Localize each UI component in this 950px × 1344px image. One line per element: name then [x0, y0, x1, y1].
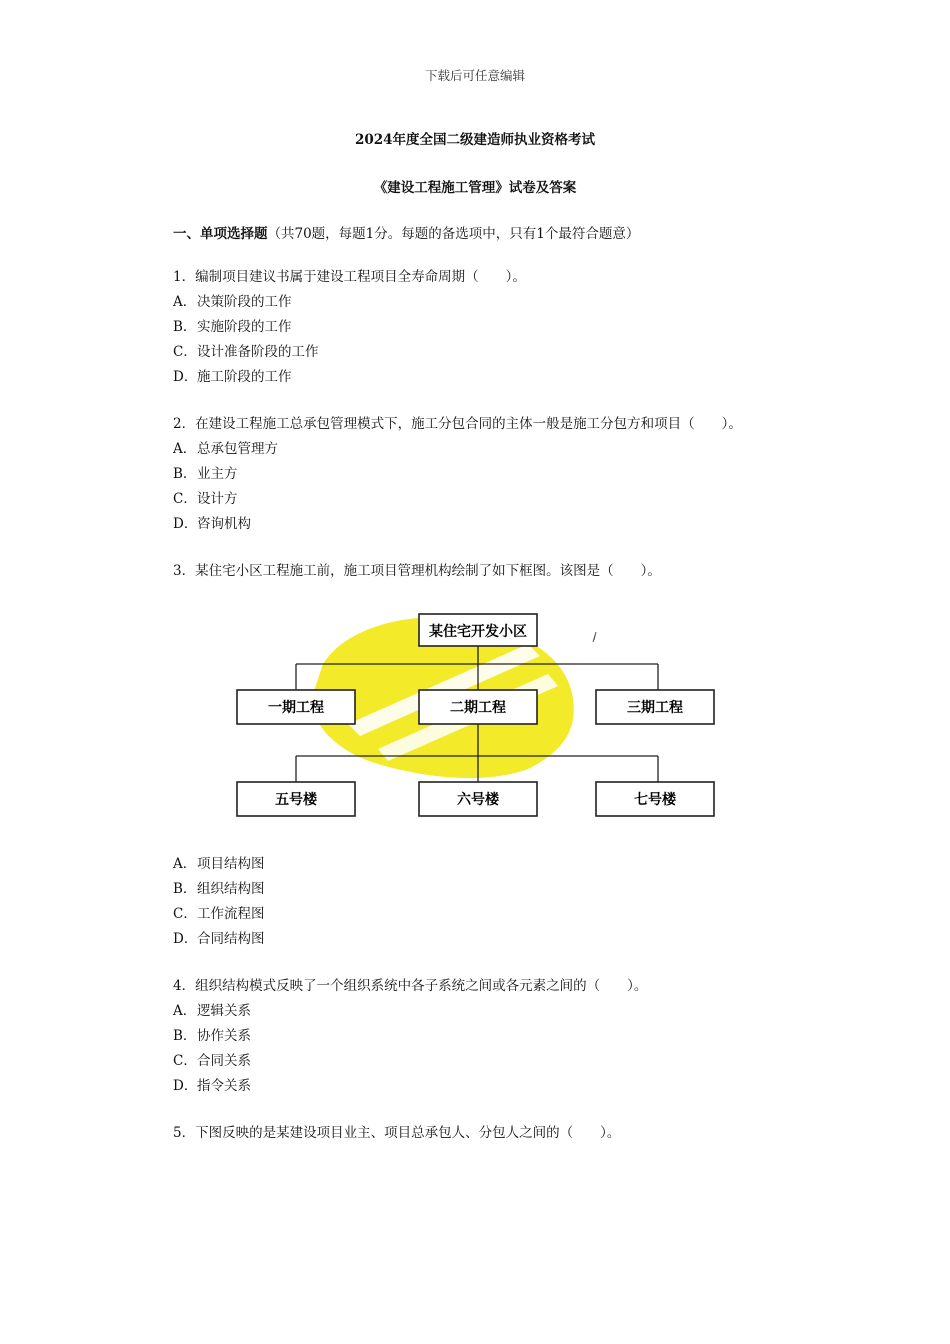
option-c: C．设计方: [173, 491, 238, 507]
node-phase-1: [237, 690, 355, 724]
section-label: 一、单项选择题: [173, 226, 268, 242]
node-building-7: [596, 782, 714, 816]
question-3: [173, 559, 661, 584]
project-structure-diagram: [228, 604, 728, 832]
question-stem: 1．编制项目建议书属于建设工程项目全寿命周期（ ）。: [173, 269, 526, 285]
question-stem: 4．组织结构模式反映了一个组织系统中各子系统之间或各元素之间的（ ）。: [173, 978, 648, 994]
node-building-6-label: 六号楼: [457, 792, 499, 808]
node-building-5: [237, 782, 355, 816]
node-building-6: [419, 782, 537, 816]
option-b: B．业主方: [173, 466, 238, 482]
node-phase-3-label: 三期工程: [627, 700, 683, 716]
paper-title: 《建设工程施工管理》试卷及答案: [373, 180, 577, 196]
option-d: D．指令关系: [173, 1078, 251, 1094]
option-d: D．施工阶段的工作: [173, 369, 292, 385]
node-phase-1-label: 一期工程: [268, 700, 324, 716]
node-phase-2: [419, 690, 537, 724]
option-b: B．实施阶段的工作: [173, 319, 292, 335]
section-heading: [173, 222, 639, 242]
question-1: [173, 265, 526, 390]
option-b: B．组织结构图: [173, 881, 265, 897]
option-b: B．协作关系: [173, 1028, 251, 1044]
question-stem: 5．下图反映的是某建设项目业主、项目总承包人、分包人之间的（ ）。: [173, 1125, 621, 1141]
header-note: 下载后可任意编辑: [424, 68, 525, 83]
question-5: [173, 1121, 620, 1146]
question-4: [173, 974, 647, 1099]
exam-title: 2024年度全国二级建造师执业资格考试: [354, 132, 596, 148]
option-c: C．合同关系: [173, 1053, 251, 1069]
node-root: [419, 614, 537, 646]
diagram-svg: [228, 604, 728, 832]
scan-mark: [593, 632, 596, 642]
section-instructions: （共70题，每题1分。每题的备选项中，只有1个最符合题意）: [267, 226, 640, 242]
option-c: C．工作流程图: [173, 906, 265, 922]
question-stem: 2．在建设工程施工总承包管理模式下，施工分包合同的主体一般是施工分包方和项目（ ）。: [173, 416, 742, 432]
question-3-options: [173, 852, 265, 952]
option-a: A．逻辑关系: [173, 1003, 251, 1019]
option-c: C．设计准备阶段的工作: [173, 344, 319, 360]
option-a: A．总承包管理方: [173, 441, 278, 457]
option-d: D．合同结构图: [173, 931, 265, 947]
node-building-5-label: 五号楼: [275, 792, 317, 808]
option-d: D．咨询机构: [173, 516, 251, 532]
option-a: A．项目结构图: [173, 856, 265, 872]
question-stem: 3．某住宅小区工程施工前，施工项目管理机构绘制了如下框图。该图是（ ）。: [173, 563, 661, 579]
node-phase-2-label: 二期工程: [450, 700, 506, 716]
node-root-label: 某住宅开发小区: [429, 624, 527, 640]
node-building-7-label: 七号楼: [634, 792, 676, 808]
option-a: A．决策阶段的工作: [173, 294, 292, 310]
node-phase-3: [596, 690, 714, 724]
question-2: [173, 412, 742, 537]
